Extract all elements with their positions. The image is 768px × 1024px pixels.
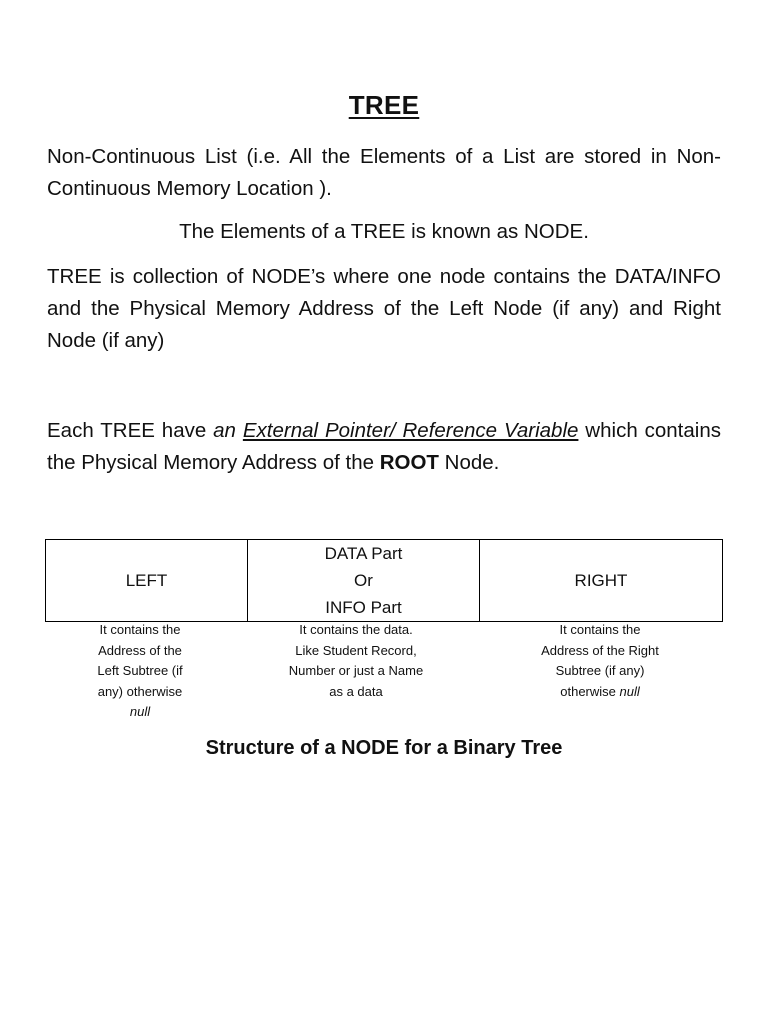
right-cell: RIGHT [480, 540, 723, 622]
data-description [276, 620, 436, 702]
left-description-line-5 [84, 702, 196, 723]
node-structure-row [46, 540, 723, 622]
left-description-line-3: Left Subtree (if [97, 663, 183, 678]
data-cell-line-1: DATA Part [324, 544, 403, 563]
paragraph-node-definition: The Elements of a TREE is known as NODE. [179, 220, 589, 243]
right-description [530, 620, 670, 702]
data-description-line-2: Like Student Record, [295, 642, 417, 658]
paragraph-external-pointer-italic: an [213, 419, 236, 442]
paragraph-tree-collection: TREE is collection of NODE’s where one node contains the DATA/INFO and the Physical Memory Address of the Left Node (if any) and Right Node (if any) [47, 265, 721, 352]
right-description-line-3: Subtree (if any) [555, 663, 645, 678]
external-pointer-term: External Pointer/ Reference Variable [242, 419, 579, 442]
paragraph-definition: Non-Continuous List (i.e. All the Elements of a List are stored in Non-Continuous Memory Location ). [47, 145, 721, 200]
data-description-line-4: as a data [329, 683, 383, 699]
paragraph-external-pointer [47, 415, 721, 479]
left-description-line-4: any) otherwise [97, 683, 183, 699]
paragraph-external-pointer-text-3: Node. [438, 451, 500, 474]
node-structure-table [45, 539, 723, 622]
right-description-line-4 [530, 682, 670, 703]
page-title: TREE [348, 90, 420, 120]
right-description-null: null [619, 683, 640, 699]
right-description-line-2: Address of the Right [541, 642, 659, 658]
left-description-null: null [129, 704, 151, 719]
paragraph-external-pointer-space [236, 419, 243, 442]
paragraph-external-pointer-text-2: which contains the Physical Memory Address of the [47, 419, 721, 474]
left-cell: LEFT [46, 540, 248, 622]
data-cell-line-2: Or [354, 571, 373, 590]
data-cell [248, 540, 480, 622]
data-description-line-1: It contains the data. [299, 622, 413, 637]
paragraph-external-pointer-text-1: Each TREE have [47, 419, 214, 442]
right-description-line-1: It contains the [559, 622, 641, 637]
figure-caption: Structure of a NODE for a Binary Tree [205, 737, 563, 759]
left-description-line-2: Address of the [98, 642, 182, 658]
root-term: ROOT [379, 451, 439, 474]
data-cell-line-3: INFO Part [325, 598, 402, 617]
right-description-otherwise: otherwise [560, 683, 620, 699]
left-description-line-1: It contains the [99, 622, 181, 637]
left-description [84, 620, 196, 723]
data-description-line-3: Number or just a Name [288, 663, 424, 678]
